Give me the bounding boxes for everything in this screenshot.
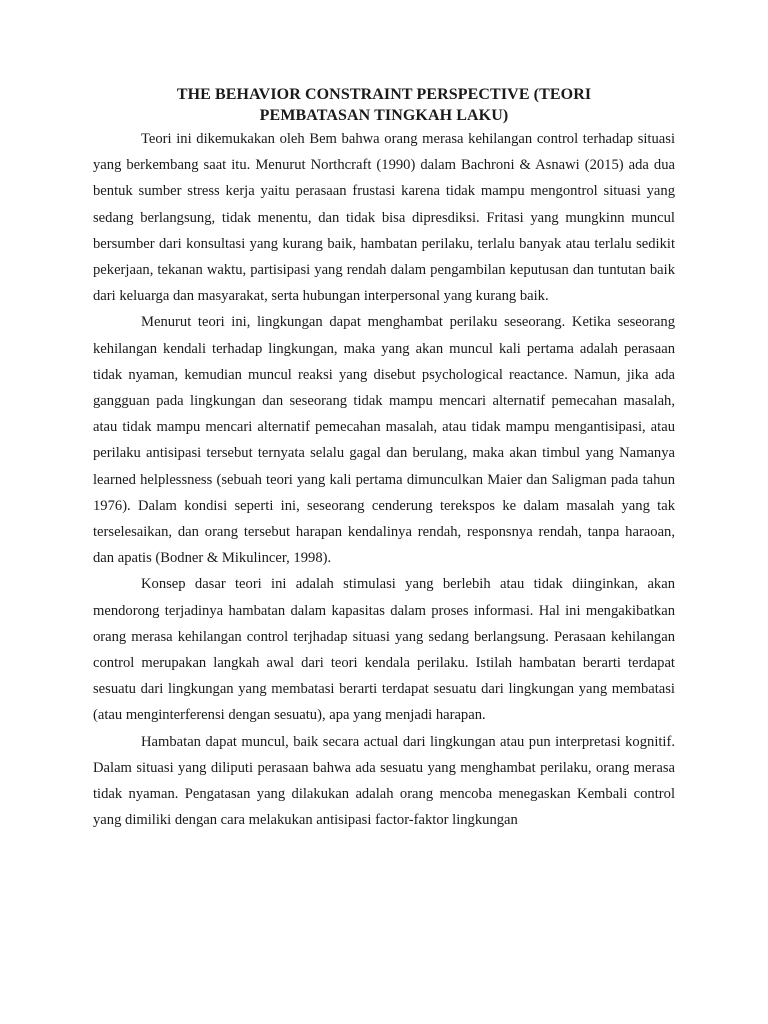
title-line-1: THE BEHAVIOR CONSTRAINT PERSPECTIVE (TEORI xyxy=(176,86,592,103)
paragraph-3: Konsep dasar teori ini adalah stimulasi yang berlebih atau tidak diinginkan, akan mendorong terjadinya hambatan dalam kapasitas dalam proses informasi. Hal ini mengakibatkan orang merasa kehilangan control terjhadap situasi yang sedang berlangsung. Perasaan kehilangan control merupakan langkah awal dari teori kendala perilaku. Istilah hambatan berarti terdapat sesuatu dari lingkungan yang membatasi berarti terdapat sesuatu dari lingkungan yang membatasi (atau menginterferensi dengan sesuatu), apa yang menjadi harapan. xyxy=(93,576,675,724)
paragraph-2: Menurut teori ini, lingkungan dapat menghambat perilaku seseorang. Ketika seseorang kehilangan kendali terhadap lingkungan, maka yang akan muncul kali pertama adalah perasaan tidak nyaman, kemudian muncul reaksi yang disebut psychological reactance. Namun, jika ada gangguan pada lingkungan dan seseorang tidak mampu mencari alternatif pemecahan masalah, atau tidak mampu mencari alternatif pemecahan masalah, atau tidak mampu mengantisipasi, atau perilaku antisipasi tersebut ternyata selalu gagal dan berulang, maka akan timbul yang Namanya learned helplessness (sebuah teori yang kali pertama dimunculkan Maier dan Saligman pada tahun 1976). Dalam kondisi seperti ini, seseorang cenderung terekspos ke dalam masalah yang tak terselesaikan, dan orang tersebut harapan kendalinya rendah, responsnya rendah, tanpa haraoan, dan apatis (Bodner & Mikulincer, 1998). xyxy=(93,314,675,567)
paragraph-1: Teori ini dikemukakan oleh Bem bahwa orang merasa kehilangan control terhadap situasi yang berkembang saat itu. Menurut Northcraft (1990) dalam Bachroni & Asnawi (2015) ada dua bentuk sumber stress kerja yaitu perasaan frustasi karena tidak mampu mengontrol situasi yang sedang berlangsung, tidak menentu, dan tidak bisa dipresdiksi. Fritasi yang mungkinn muncul bersumber dari konsultasi yang kurang baik, hambatan perilaku, terlalu banyak atau terlalu sedikit pekerjaan, tekanan waktu, partisipasi yang rendah dalam pengambilan keputusan dan tuntutan baik dari keluarga dan masyarakat, serta hubungan interpersonal yang kurang baik. xyxy=(93,131,675,305)
document-title xyxy=(93,84,675,126)
title-line-2: PEMBATASAN TINGKAH LAKU) xyxy=(259,107,509,124)
paragraph-4: Hambatan dapat muncul, baik secara actual dari lingkungan atau pun interpretasi kognitif. Dalam situasi yang diliputi perasaan bahwa ada sesuatu yang menghambat perilaku, orang merasa tidak nyaman. Pengatasan yang dilakukan adalah orang mencoba menegaskan Kembali control yang dimiliki dengan cara melakukan antisipasi factor-faktor lingkungan xyxy=(93,733,675,829)
document-body xyxy=(93,84,675,833)
